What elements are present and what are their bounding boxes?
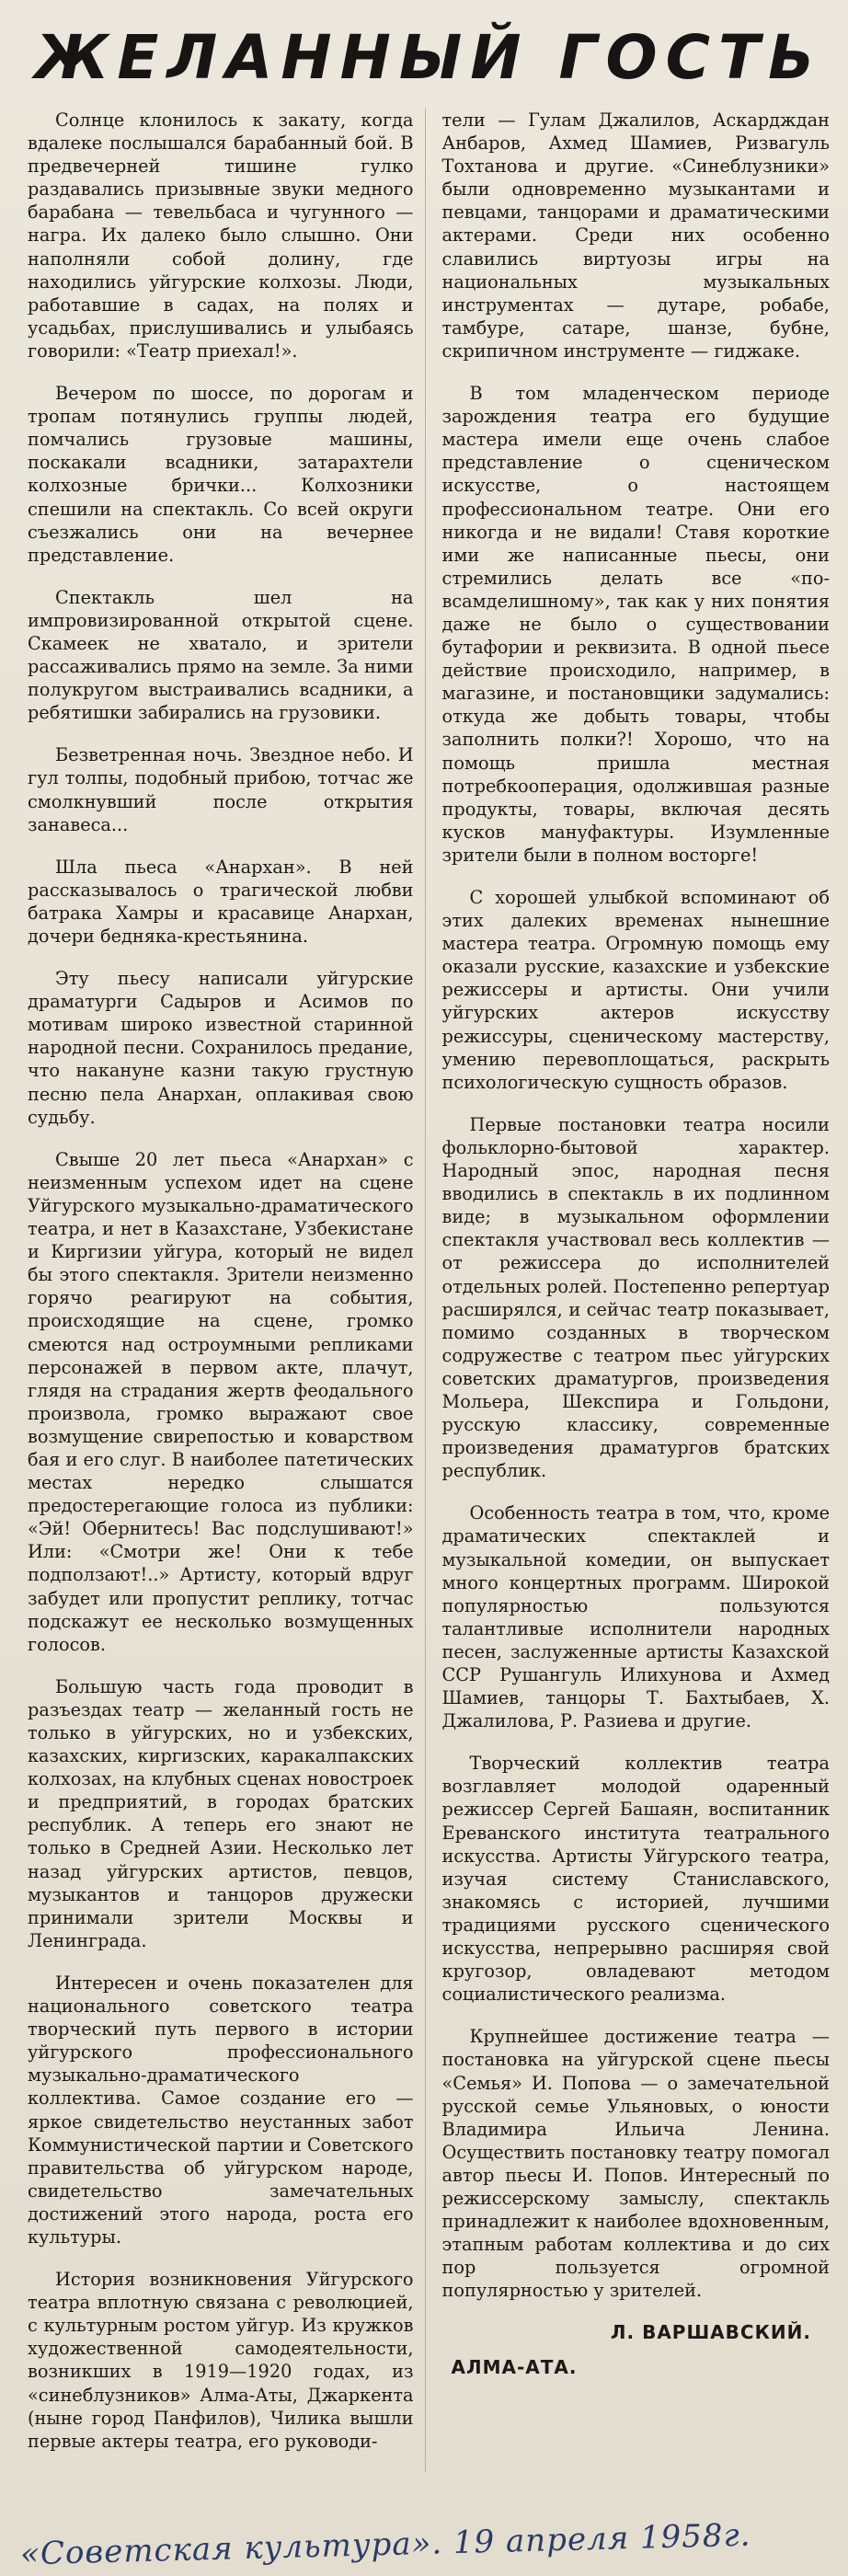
- paragraph: Вечером по шоссе, по дорогам и тропам потянулись группы людей, помчались грузовые машины, поскакали всадники, затарахтели колхозные брички... Колхозники спешили на спектакль. Со всей округи съезжались они на вечернее представление.: [28, 383, 414, 566]
- paragraph: Эту пьесу написали уйгурские драматурги Садыров и Асимов по мотивам широко известной старинной народной песни. Сохранилось предание, что накануне казни такую грустную песню пела Анархан, оплакивая свою судьбу.: [28, 968, 414, 1128]
- paragraph: История возникновения Уйгурского театра вплотную связана с революцией, с культурным ростом уйгур. Из кружков художественной самодеятельности, возникших в 1919—1920 годах, из «синеблузников» Алма-Аты, Джаркента (ныне город Панфилов), Чилика вышли первые актеры театра, его руководи-: [28, 2269, 414, 2452]
- paragraph: В том младенческом периоде зарождения театра его будущие мастера имели еще очень слабое представление о сценическом искусстве, о настоящем профессиональном театре. Они его никогда и не видали! Ставя короткие ими же написанные пьесы, они стремились делать все «по-всамделишному», так как у них понятия даже не было о существовании бутафории и реквизита. В одной пьесе действие происходило, например, в магазине, и постановщики задумались: откуда же добыть товары, чтобы заполнить полки?! Хорошо, что на помощь пришла местная потребкооперация, одолжившая разные продукты, товары, включая десять кусков мануфактуры. Изумленные зрители были в полном восторге!: [441, 383, 830, 866]
- paragraph: Первые постановки театра носили фольклорно-бытовой характер. Народный эпос, народная песня вводились в спектакль в их подлинном виде; в музыкальном оформлении спектакля участвовал весь коллектив — от режиссера до исполнителей отдельных ролей. Постепенно репертуар расширялся, и сейчас театр показывает, помимо созданных в творческом содружестве с театром пьес уйгурских советских драматургов, произведения Мольера, Шекспира и Гольдони, русскую классику, современные произведения драматургов братских республик.: [441, 1113, 830, 1482]
- paragraph: Большую часть года проводит в разъездах театр — желанный гость не только в уйгурских, но и узбекских, казахских, киргизских, каракалпакских колхозах, на клубных сценах новостроек и предприятий, в городах братских республик. А теперь его знают не только в Средней Азии. Несколько лет назад уйгурских артистов, певцов, музыкантов и танцоров дружески принимали зрители Москвы и Ленинграда.: [28, 1675, 414, 1951]
- paragraph: Особенность театра в том, что, кроме драматических спектаклей и музыкальной комедии, он выпускает много концертных программ. Широкой популярностью пользуются талантливые исполнители народных песен, заслуженные артисты Казахской ССР Рушангуль Илихунова и Ахмед Шамиев, танцоры Т. Бахтыбаев, Х. Джалилова, Р. Разиева и другие.: [441, 1502, 830, 1732]
- paragraph: тели — Гулам Джалилов, Аскардждан Анбаров, Ахмед Шамиев, Ризвагуль Тохтанова и другие. «Синеблузники» были одновременно музыкантами и певцами, танцорами и драматическими актерами. Среди них особенно славились виртуозы игры на национальных музыкальных инструментах — дутаре, робабе, тамбуре, сатаре, шанзе, бубне, скрипичном инструменте — гиджаке.: [441, 109, 830, 362]
- paragraph: Крупнейшее достижение театра — постановка на уйгурской сцене пьесы «Семья» И. Попова — о замечательной русской семье Ульяновых, о юности Владимира Ильича Ленина. Осуществить постановку театру помогал автор пьесы И. Попов. Интересный по режиссерскому замыслу, спектакль принадлежит к наиболее вдохновенным, этапным работам коллектива и до сих пор пользуется огромной популярностью у зрителей.: [441, 2026, 830, 2302]
- paragraph: Безветренная ночь. Звездное небо. И гул толпы, подобный прибою, тотчас же смолкнувший после открытия занавеса...: [28, 744, 414, 835]
- city-line: АЛМА-АТА.: [451, 2356, 578, 2379]
- paragraph: Солнце клонилось к закату, когда вдалеке послышался барабанный бой. В предвечерней тишине гулко раздавались призывные звуки медного барабана — тевельбаса и чугунного — награ. Их далеко было слышно. Они наполняли собой долину, где находились уйгурские колхозы. Люди, работавшие в садах, на полях и усадьбах, прислушивались и улыбаясь говорили: «Театр приехал!».: [28, 109, 414, 362]
- author-signature: Л. ВАРШАВСКИЙ.: [610, 2321, 811, 2344]
- paragraph: Шла пьеса «Анархан». В ней рассказывалось о трагической любви батрака Хамры и красавице Анархан, дочери бедняка-крестьянина.: [28, 856, 414, 947]
- paragraph: С хорошей улыбкой вспоминают об этих далеких временах нынешние мастера театра. Огромную помощь ему оказали русские, казахские и узбекские режиссеры и артисты. Они учили уйгурских актеров искусству режиссуры, сценическому мастерству, умению перевоплощаться, раскрыть психологическую сущность образов.: [441, 887, 830, 1093]
- paragraph: Свыше 20 лет пьеса «Анархан» с неизменным успехом идет на сцене Уйгурского музыкально-драматического театра, и нет в Казахстане, Узбекистане и Киргизии уйгура, который не видел бы этого спектакля. Зрители неизменно горячо реагируют на события, происходящие на сцене, громко смеются над остроумными репликами персонажей в первом акте, плачут, глядя на страдания жертв феодального произвола, громко выражают свое возмущение свирепостью и коварством бая и его слуг. В наиболее патетических местах нередко слышатся предостерегающие голоса из публики: «Эй! Обернитесь! Вас подслушивают!» Или: «Смотри же! Они к тебе подползают!..» Артисту, который вдруг забудет или пропустит реплику, тотчас подскажут ее несколько возмущенных голосов.: [28, 1148, 414, 1655]
- right-column: [442, 109, 830, 2378]
- left-column: [28, 109, 426, 2472]
- paragraph: Творческий коллектив театра возглавляет молодой одаренный режиссер Сергей Башаян, воспитанник Ереванского института театрального искусства. Артисты Уйгурского театра, изучая систему Станиславского, знакомясь с историей, лучшими традициями русского сценического искусства, непрерывно расширяя свой кругозор, овладевают методом социалистического реализма.: [441, 1753, 830, 2006]
- handwritten-source-note: «Советская культура». 19 апреля 1958г.: [19, 2516, 751, 2573]
- article-title: ЖЕЛАННЫЙ ГОСТЬ: [34, 22, 823, 93]
- article-body: [28, 109, 830, 2472]
- paragraph: Интересен и очень показателен для национального советского театра творческий путь первого в истории уйгурского профессионального музыкально-драматического коллектива. Самое создание его — яркое свидетельство неустанных забот Коммунистической партии и Советского правительства об уйгурском народе, свидетельство замечательных достижений этого народа, роста его культуры.: [28, 1972, 414, 2248]
- paragraph: Спектакль шел на импровизированной открытой сцене. Скамеек не хватало, и зрители рассаживались прямо на земле. За ними полукругом выстраивались всадники, а ребятишки забирались на грузовики.: [28, 586, 414, 724]
